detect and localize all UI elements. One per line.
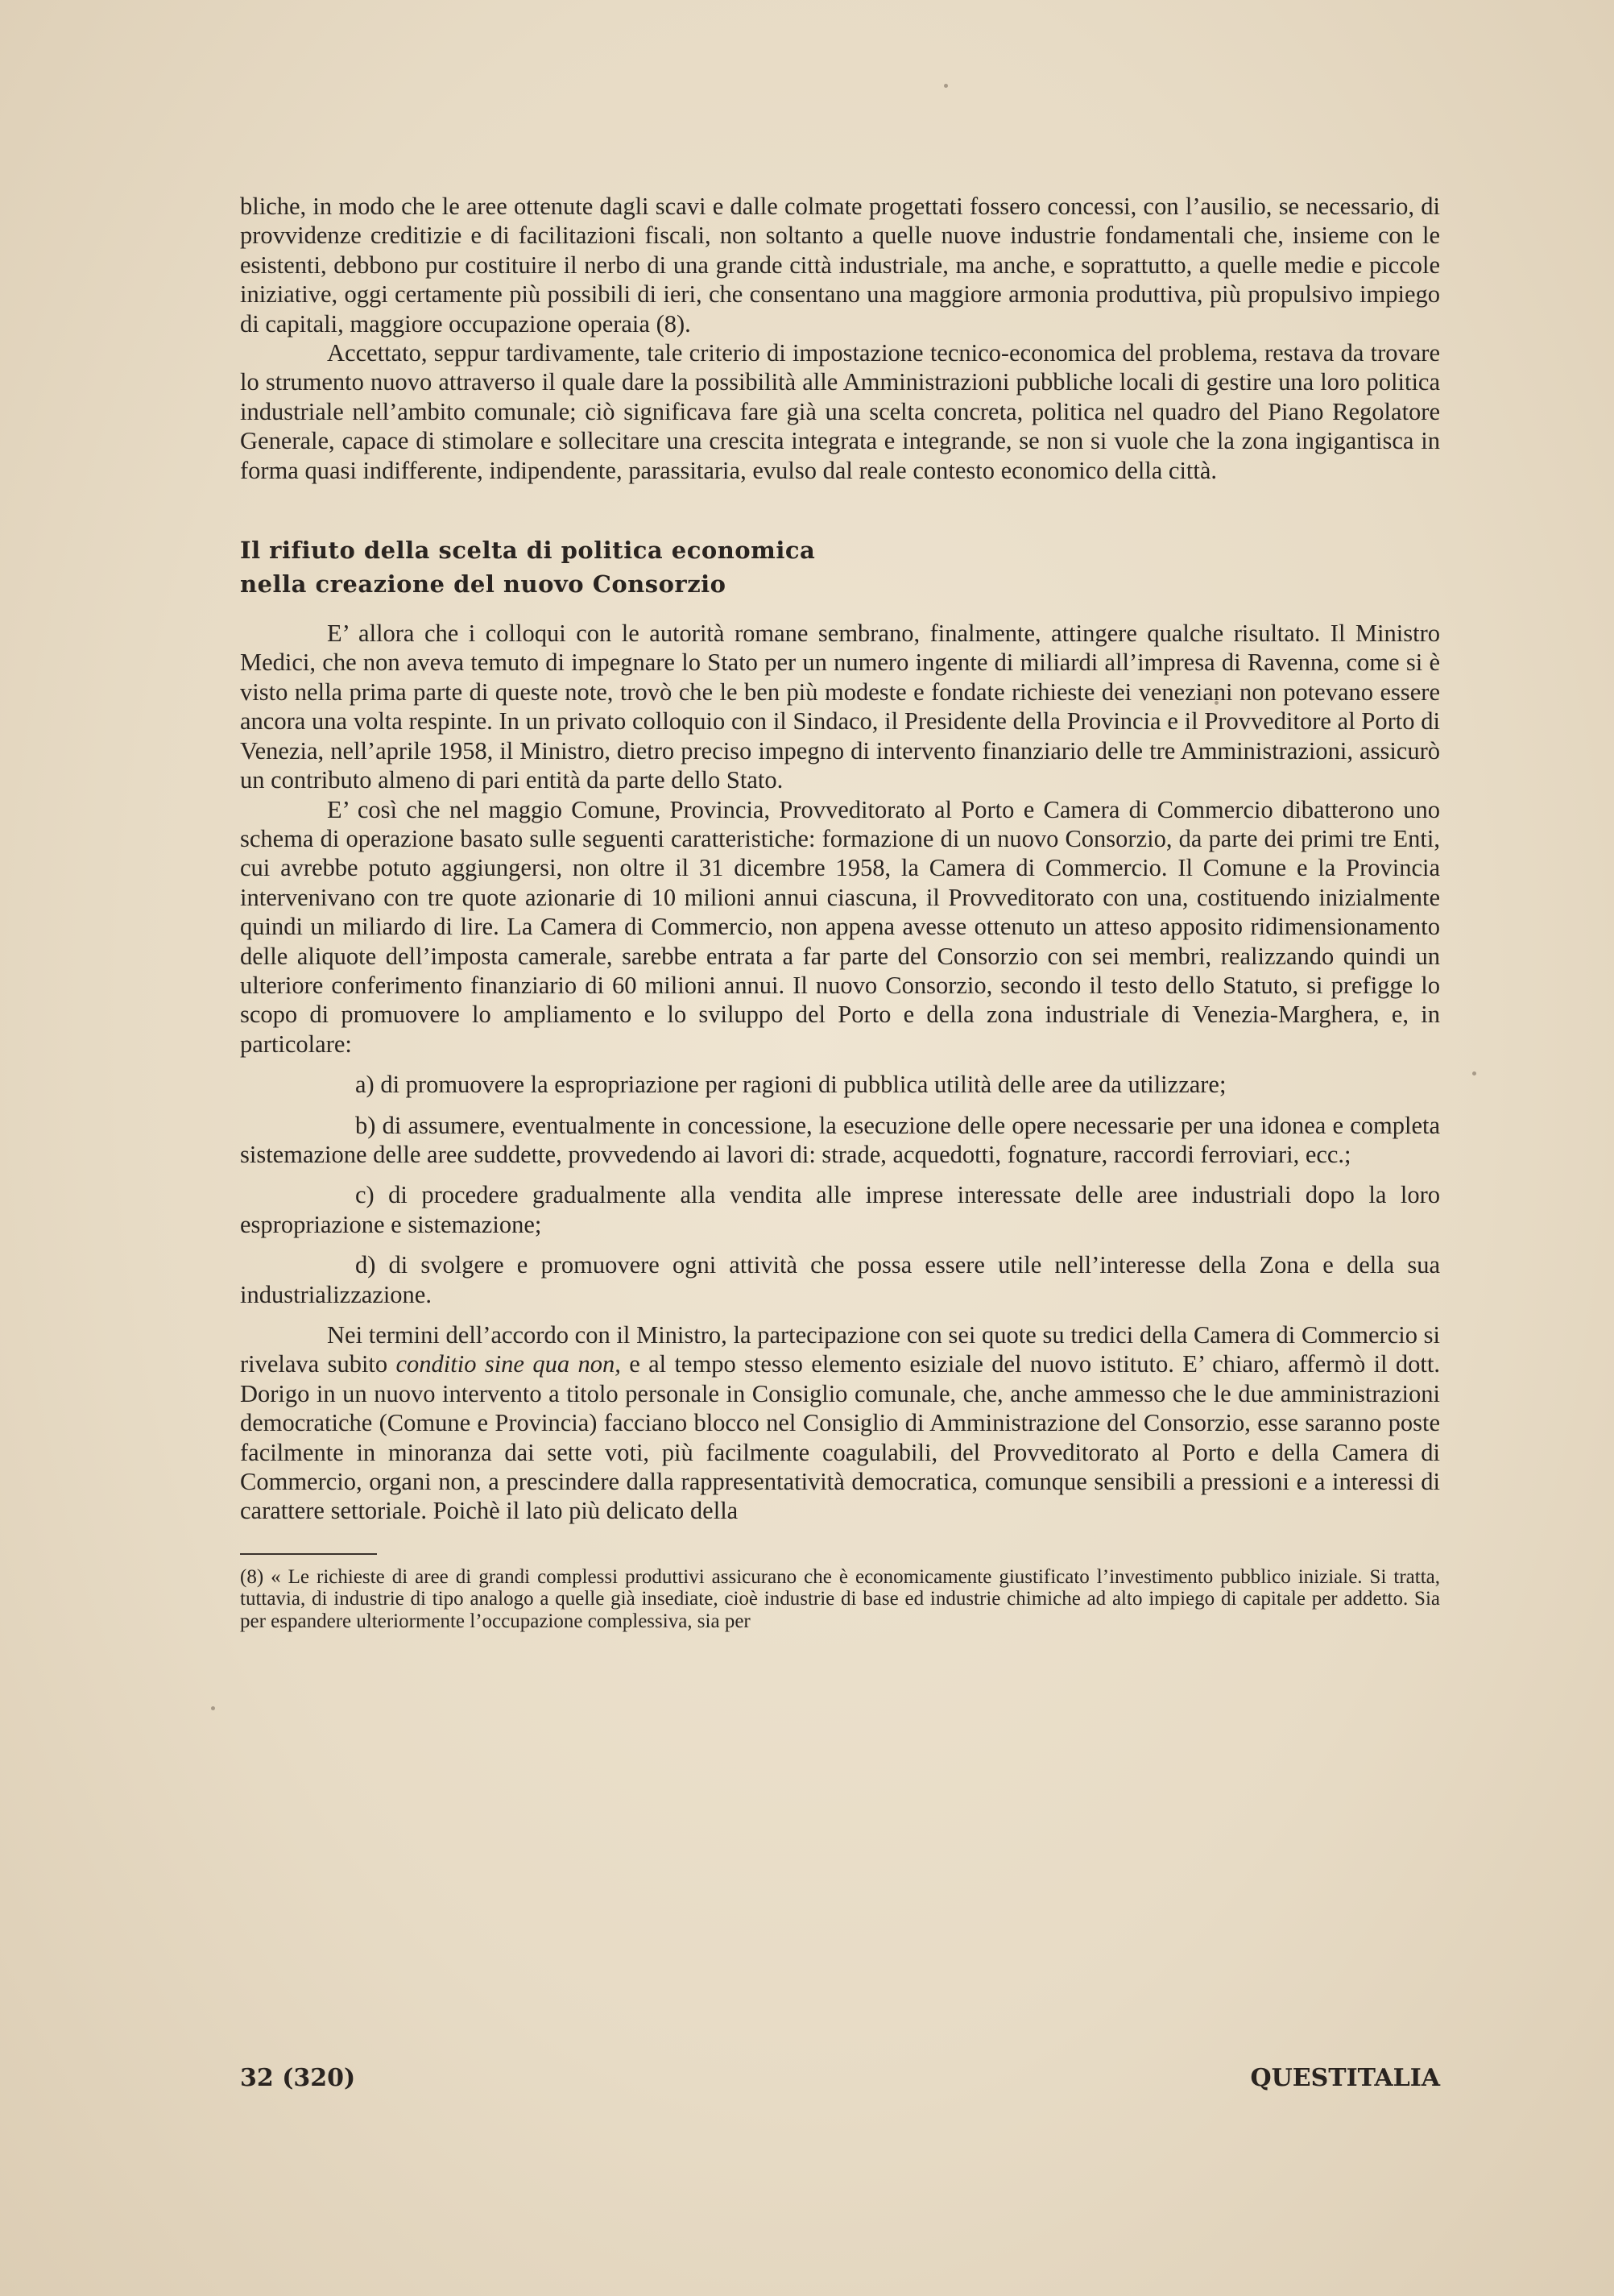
list-item: c) di procedere gradualmente alla vendita alle imprese interessate delle aree industriali dopo la loro espropriazione e sistemazione;	[240, 1181, 1440, 1238]
section-heading-line: nella creazione del nuovo Consorzio	[240, 570, 726, 599]
body-paragraph: bliche, in modo che le aree ottenute dagli scavi e dalle colmate progettati fossero concessi, con l’ausilio, se necessario, di provvidenze creditizie e di facilitazioni fiscali, non soltanto a quelle nuove industrie fondamentali che, insieme con le esistenti, debbono pur costituire il nerbo di una grande città industriale, ma anche, e soprattutto, a quelle medie e piccole iniziative, oggi certamente più possibili di ieri, che consentano una maggiore armonia produttiva, più propulsivo impiego di capitali, maggiore occupazione operaia (8).	[240, 193, 1440, 338]
paragraph-text: e al tempo stesso elemento esiziale del nuovo istituto. E’ chiaro, affermò il dott. Dorigo in un nuovo intervento a titolo personale in Consiglio comunale, che, anche ammesso che le due amministrazioni democratiche (Comune e Provincia) facciano blocco nel Consiglio di Amministrazione del Consorzio, esse saranno poste facilmente in minoranza dai sette voti, più facilmente coagulabili, del Provveditorato al Porto e della Camera di Commercio, organi non, a prescindere dalla rappresentatività democratica, comunque sensibili a pressioni e a interessi di carattere settoriale. Poichè il lato più delicato della	[240, 1350, 1440, 1525]
list-item: a) di promuovere la espropriazione per ragioni di pubblica utilità delle aree da utilizzare;	[355, 1071, 1227, 1099]
page-number: 32 (320)	[240, 2064, 356, 2092]
body-paragraph: E’ così che nel maggio Comune, Provincia, Provveditorato al Porto e Camera di Commercio dibatterono uno schema di operazione basato sulle seguenti caratteristiche: formazione di un nuovo Consorzio, da parte dei primi tre Enti, cui avrebbe potuto aggiungersi, non oltre il 31 dicembre 1958, la Camera di Commercio. Il Comune e la Provincia intervenivano con tre quote azionarie di 10 milioni annui ciascuna, il Provveditorato con una, costituendo inizialmente quindi un miliardo di lire. La Camera di Commercio, non appena avesse ottenuto un atteso apposito ridimensionamento delle aliquote dell’imposta camerale, sarebbe entrata a far parte del Consorzio con sei membri, realizzando quindi un ulteriore conferimento finanziario di 60 milioni annui. Il nuovo Consorzio, secondo il testo dello Statuto, si prefigge lo scopo di promuovere lo ampliamento e lo sviluppo del Porto e della zona industriale di Venezia-Marghera, e, in particolare:	[240, 795, 1440, 1058]
footnote-divider	[240, 1553, 377, 1555]
italic-phrase: conditio sine qua non,	[395, 1350, 621, 1378]
list-item: b) di assumere, eventualmente in concessione, la esecuzione delle opere necessarie per una idonea e completa sistemazione delle aree suddette, provvedendo ai lavori di: strade, acquedotti, fognature, raccordi ferroviari, ecc.;	[240, 1111, 1440, 1168]
paper-speck	[944, 84, 948, 88]
body-paragraph: Accettato, seppur tardivamente, tale criterio di impostazione tecnico-economica del problema, restava da trovare lo strumento nuovo attraverso il quale dare la possibilità alle Amministrazioni pubbliche locali di gestire una loro politica industriale nell’ambito comunale; ciò significava fare già una scelta concreta, politica nel quadro del Piano Regolatore Generale, capace di stimolare e sollecitare una crescita integrata e integrande, se non si vuole che la zona ingigantisca in forma quasi indifferente, indipendente, parassitaria, evulso dal reale contesto economico della città.	[240, 339, 1440, 484]
journal-title: QUESTITALIA	[1250, 2064, 1440, 2092]
section-heading-line: Il rifiuto della scelta di politica economica	[240, 537, 816, 565]
paper-speck	[1472, 1071, 1476, 1075]
footnote: (8) « Le richieste di aree di grandi complessi produttivi assicurano che è economicamente giustificato l’investimento pubblico iniziale. Si tratta, tuttavia, di industrie di tipo analogo a quelle già insediate, cioè industrie di base ed industrie chimiche ad alto impiego di capitale per addetto. Sia per espandere ulteriormente l’occupazione complessiva, sia per	[240, 1565, 1440, 1632]
paper-speck	[211, 1706, 215, 1710]
paragraph-text: Nei termini dell’accordo con il Ministro, la partecipazione con sei quote su tredici della Camera di Commercio si rivelava subito	[240, 1321, 1440, 1378]
section-heading	[240, 533, 1440, 601]
text-column	[240, 192, 1440, 1632]
body-paragraph: E’ allora che i colloqui con le autorità romane sembrano, finalmente, attingere qualche risultato. Il Ministro Medici, che non aveva temuto di impegnare lo Stato per un numero ingente di miliardi all’impresa di Ravenna, come si è visto nella prima parte di queste note, trovò che le ben più modeste e fondate richieste dei veneziani non potevano essere ancora una volta respinte. In un privato colloquio con il Sindaco, il Presidente della Provincia e il Provveditore al Porto di Venezia, nell’aprile 1958, il Ministro, dietro preciso impegno di intervento finanziario delle tre Amministrazioni, assicurò un contributo almeno di pari entità da parte dello Stato.	[240, 620, 1440, 794]
list-item: d) di svolgere e promuovere ogni attività che possa essere utile nell’interesse della Zona e della sua industrializzazione.	[240, 1251, 1440, 1308]
page-footer	[240, 2064, 1440, 2092]
body-paragraph	[240, 1320, 1440, 1526]
